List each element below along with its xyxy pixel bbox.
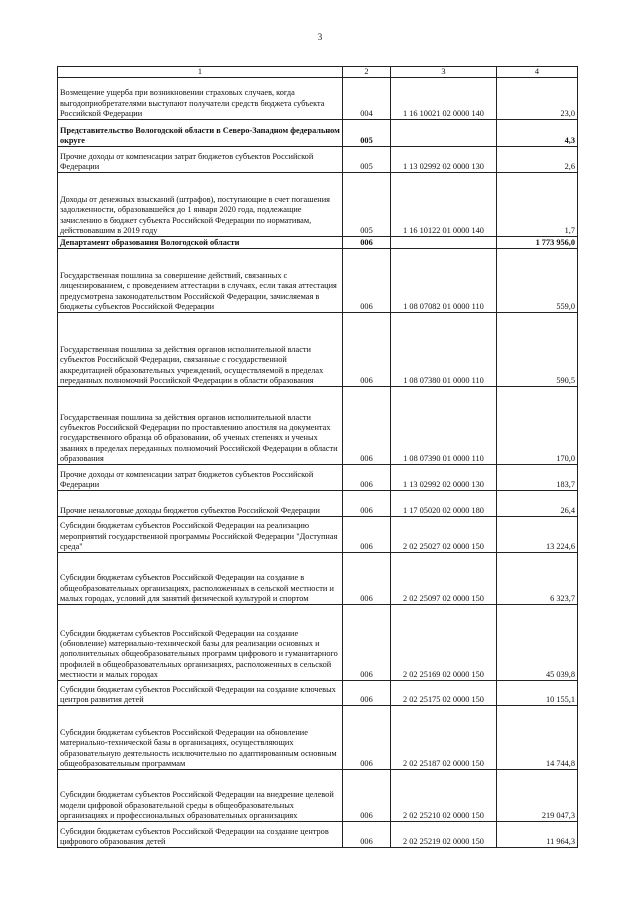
row-kbk: 2 02 25169 02 0000 150 [391,605,497,681]
table-row [58,465,578,491]
row-code: 006 [343,313,391,387]
table-row [58,770,578,822]
row-amount: 183,7 [497,465,578,491]
row-code: 006 [343,605,391,681]
row-code: 004 [343,78,391,120]
row-code: 006 [343,517,391,553]
row-code: 005 [343,120,391,147]
row-kbk: 1 16 10122 01 0000 140 [391,173,497,237]
revenue-table [57,66,578,848]
row-code: 006 [343,706,391,770]
row-code: 006 [343,237,391,249]
row-name: Возмещение ущерба при возникновении страховых случаев, когда выгодоприобретателями выступают получатели средств бюджета субъекта Российской Федерации [58,78,343,120]
table-row [58,313,578,387]
row-name: Департамент образования Вологодской области [58,237,343,249]
row-name: Доходы от денежных взысканий (штрафов), поступающие в счет погашения задолженности, образовавшейся до 1 января 2020 года, подлежащие зачислению в бюджет субъекта Российской Федерации по нормативам, действовавшим в 2019 году [58,173,343,237]
table-row [58,553,578,605]
header-col-4: 4 [497,67,578,78]
row-code: 006 [343,681,391,706]
row-amount: 2,6 [497,147,578,173]
row-name: Прочие доходы от компенсации затрат бюджетов субъектов Российской Федерации [58,465,343,491]
row-kbk: 2 02 25027 02 0000 150 [391,517,497,553]
header-col-2: 2 [343,67,391,78]
row-amount: 45 039,8 [497,605,578,681]
row-kbk: 1 13 02992 02 0000 130 [391,147,497,173]
row-kbk: 2 02 25210 02 0000 150 [391,770,497,822]
row-kbk: 1 08 07380 01 0000 110 [391,313,497,387]
row-kbk [391,120,497,147]
row-amount: 10 155,1 [497,681,578,706]
row-kbk: 1 08 07082 01 0000 110 [391,249,497,313]
row-amount: 11 964,3 [497,822,578,848]
table-row [58,517,578,553]
table-row [58,120,578,147]
row-kbk: 1 08 07390 01 0000 110 [391,387,497,465]
header-col-3: 3 [391,67,497,78]
row-name: Государственная пошлина за действия органов исполнительной власти субъектов Российской Федерации по проставлению апостиля на документах государственного образца об образовании, об ученых степенях и ученых званиях в пределах переданных полномочий Российской Федерации в области образования [58,387,343,465]
row-name: Государственная пошлина за действия органов исполнительной власти субъектов Российской Федерации, связанные с государственной аккредитацией образовательных учреждений, осуществляемой в пределах переданных полномочий Российской Федерации в области образования [58,313,343,387]
table-body [58,78,578,848]
row-code: 006 [343,387,391,465]
table-row [58,147,578,173]
row-amount: 26,4 [497,491,578,517]
row-name: Субсидии бюджетам субъектов Российской Федерации на создание центров цифрового образования детей [58,822,343,848]
row-name: Субсидии бюджетам субъектов Российской Федерации на реализацию мероприятий государственной программы Российской Федерации "Доступная среда" [58,517,343,553]
row-name: Прочие неналоговые доходы бюджетов субъектов Российской Федерации [58,491,343,517]
row-name: Субсидии бюджетам субъектов Российской Федерации на создание (обновление) материально-технической базы для реализации основных и дополнительных общеобразовательных программ цифрового и гуманитарного профилей в общеобразовательных организациях, расположенных в сельской местности и малых городах [58,605,343,681]
row-name: Государственная пошлина за совершение действий, связанных с лицензированием, с проведением аттестации в случаях, если такая аттестация предусмотрена законодательством Российской Федерации, зачисляемая в бюджеты субъектов Российской Федерации [58,249,343,313]
row-kbk: 2 02 25097 02 0000 150 [391,553,497,605]
row-amount: 23,0 [497,78,578,120]
row-name: Субсидии бюджетам субъектов Российской Федерации на создание ключевых центров развития детей [58,681,343,706]
row-amount: 559,0 [497,249,578,313]
table-row [58,822,578,848]
table-row [58,681,578,706]
row-amount: 4,3 [497,120,578,147]
table-row [58,173,578,237]
row-name: Субсидии бюджетам субъектов Российской Федерации на внедрение целевой модели цифровой образовательной среды в общеобразовательных организациях и профессиональных образовательных организациях [58,770,343,822]
row-code: 005 [343,147,391,173]
row-code: 005 [343,173,391,237]
row-kbk: 2 02 25219 02 0000 150 [391,822,497,848]
table-row [58,491,578,517]
row-amount: 14 744,8 [497,706,578,770]
row-kbk: 1 17 05020 02 0000 180 [391,491,497,517]
page-number: 3 [317,32,323,42]
row-kbk: 1 13 02992 02 0000 130 [391,465,497,491]
row-kbk: 2 02 25187 02 0000 150 [391,706,497,770]
row-code: 006 [343,822,391,848]
table-row [58,78,578,120]
row-code: 006 [343,553,391,605]
row-code: 006 [343,491,391,517]
row-amount: 170,0 [497,387,578,465]
row-kbk: 1 16 10021 02 0000 140 [391,78,497,120]
row-amount: 219 047,3 [497,770,578,822]
row-amount: 1 773 956,0 [497,237,578,249]
row-name: Субсидии бюджетам субъектов Российской Федерации на создание в общеобразовательных организациях, расположенных в сельской местности и малых городах, условий для занятий физической культурой и спортом [58,553,343,605]
row-amount: 1,7 [497,173,578,237]
row-amount: 13 224,6 [497,517,578,553]
header-col-1: 1 [58,67,343,78]
table-row [58,706,578,770]
row-kbk: 2 02 25175 02 0000 150 [391,681,497,706]
row-name: Прочие доходы от компенсации затрат бюджетов субъектов Российской Федерации [58,147,343,173]
table-row [58,237,578,249]
row-code: 006 [343,770,391,822]
table-row [58,387,578,465]
row-amount: 590,5 [497,313,578,387]
table-row [58,605,578,681]
row-kbk [391,237,497,249]
row-code: 006 [343,465,391,491]
row-amount: 6 323,7 [497,553,578,605]
table-header-row [58,67,578,78]
row-name: Субсидии бюджетам субъектов Российской Федерации на обновление материально-технической базы в организациях, осуществляющих образовательную деятельность исключительно по адаптированным основным общеобразовательным программам [58,706,343,770]
row-code: 006 [343,249,391,313]
table-row [58,249,578,313]
row-name: Представительство Вологодской области в Северо-Западном федеральном округе [58,120,343,147]
